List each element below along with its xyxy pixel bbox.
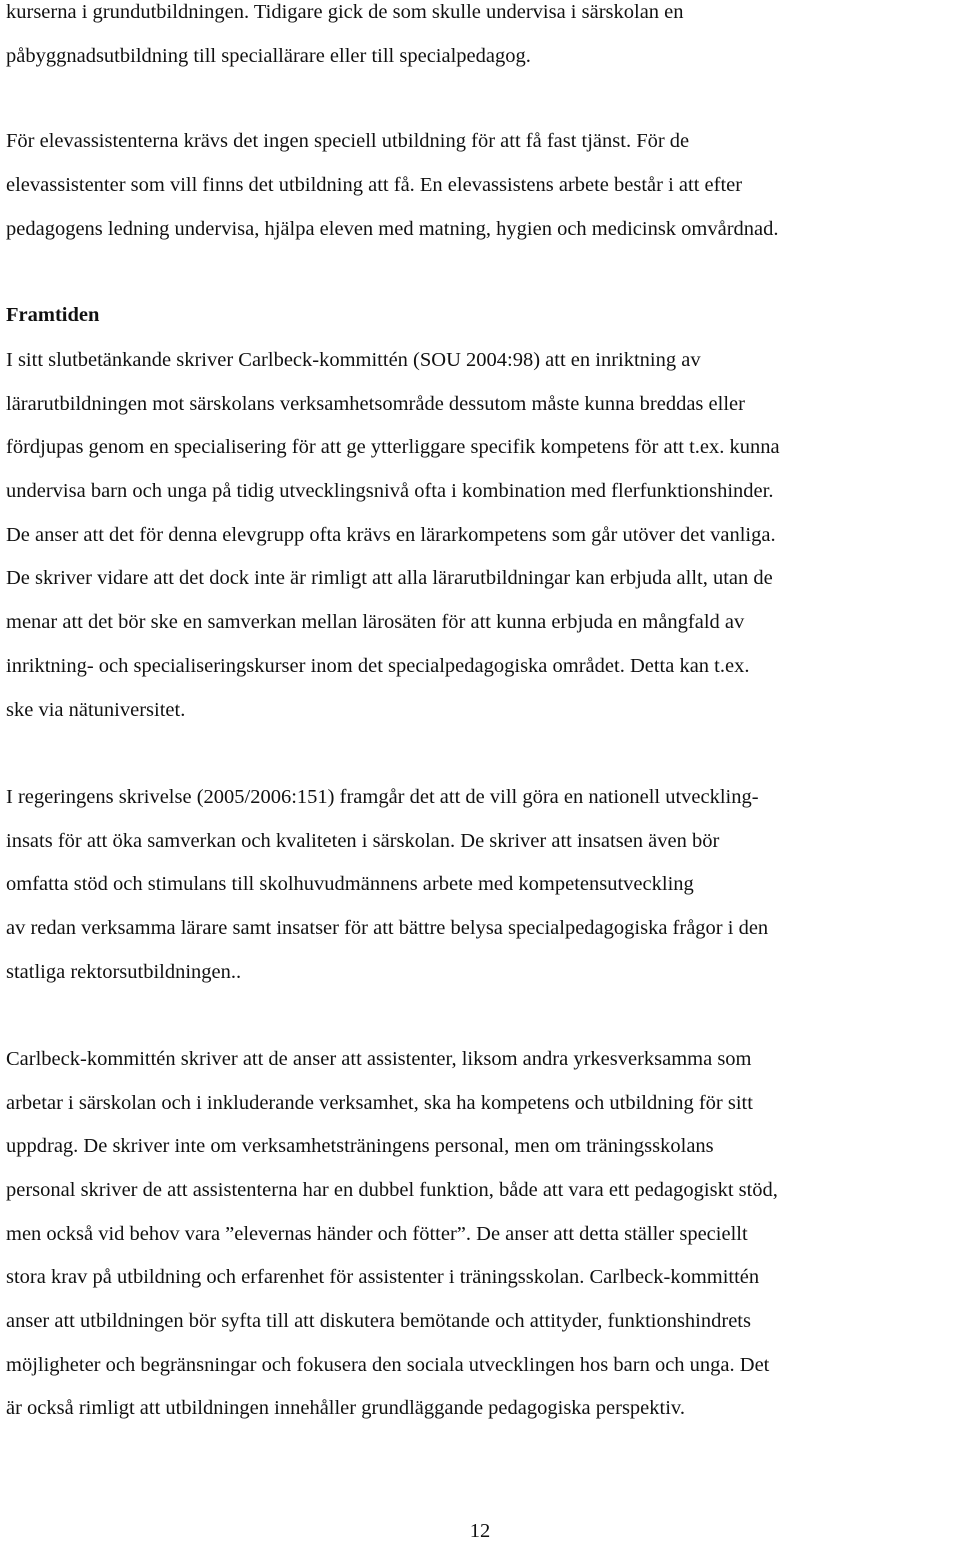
text-line: anser att utbildningen bör syfta till att diskutera bemötande och attityder, funktionshindrets	[6, 1310, 751, 1332]
text-line: påbyggnadsutbildning till speciallärare eller till specialpedagog.	[6, 45, 531, 67]
text-line: De anser att det för denna elevgrupp ofta krävs en lärarkompetens som går utöver det vanliga.	[6, 524, 776, 546]
text-line: statliga rektorsutbildningen..	[6, 961, 242, 983]
text-line: kurserna i grundutbildningen. Tidigare gick de som skulle undervisa i särskolan en	[6, 1, 684, 23]
text-line: För elevassistenterna krävs det ingen speciell utbildning för att få fast tjänst. För de	[6, 130, 690, 152]
text-line: personal skriver de att assistenterna har en dubbel funktion, både att vara ett pedagogiskt stöd,	[6, 1179, 778, 1201]
text-line: inriktning- och specialiseringskurser inom det specialpedagogiska området. Detta kan t.ex.	[6, 655, 750, 677]
text-line: möjligheter och begränsningar och fokusera den sociala utvecklingen hos barn och unga. Det	[6, 1354, 770, 1376]
text-line: De skriver vidare att det dock inte är rimligt att alla lärarutbildningar kan erbjuda allt, utan de	[6, 567, 773, 589]
text-line: stora krav på utbildning och erfarenhet för assistenter i träningsskolan. Carlbeck-kommittén	[6, 1266, 760, 1288]
text-line: är också rimligt att utbildningen innehåller grundläggande pedagogiska perspektiv.	[6, 1397, 685, 1419]
text-line: I regeringens skrivelse (2005/2006:151) framgår det att de vill göra en nationell utveckling-	[6, 786, 759, 808]
text-line: pedagogens ledning undervisa, hjälpa eleven med matning, hygien och medicinsk omvårdnad.	[6, 218, 779, 240]
text-line: ske via nätuniversitet.	[6, 699, 186, 721]
text-line: arbetar i särskolan och i inkluderande verksamhet, ska ha kompetens och utbildning för sitt	[6, 1092, 753, 1114]
text-line: men också vid behov vara ”elevernas händer och fötter”. De anser att detta ställer speciellt	[6, 1223, 748, 1245]
text-line: omfatta stöd och stimulans till skolhuvudmännens arbete med kompetensutveckling	[6, 873, 694, 895]
page-number: 12	[469, 1520, 491, 1542]
text-line: elevassistenter som vill finns det utbildning att få. En elevassistens arbete består i att efter	[6, 174, 743, 196]
text-line: uppdrag. De skriver inte om verksamhetsträningens personal, men om träningsskolans	[6, 1135, 714, 1157]
text-line: undervisa barn och unga på tidig utvecklingsnivå ofta i kombination med flerfunktionshinder.	[6, 480, 774, 502]
text-line: menar att det bör ske en samverkan mellan lärosäten för att kunna erbjuda en mångfald av	[6, 611, 745, 633]
text-line: insats för att öka samverkan och kvaliteten i särskolan. De skriver att insatsen även bör	[6, 830, 720, 852]
text-line: lärarutbildningen mot särskolans verksamhetsområde dessutom måste kunna breddas eller	[6, 393, 745, 415]
text-line: Carlbeck-kommittén skriver att de anser att assistenter, liksom andra yrkesverksamma som	[6, 1048, 752, 1070]
text-line: fördjupas genom en specialisering för att ge ytterliggare specifik kompetens för att t.ex. kunna	[6, 436, 780, 458]
text-line: I sitt slutbetänkande skriver Carlbeck-kommittén (SOU 2004:98) att en inriktning av	[6, 349, 701, 371]
text-line: av redan verksamma lärare samt insatser för att bättre belysa specialpedagogiska frågor i den	[6, 917, 769, 939]
section-heading: Framtiden	[6, 304, 100, 326]
